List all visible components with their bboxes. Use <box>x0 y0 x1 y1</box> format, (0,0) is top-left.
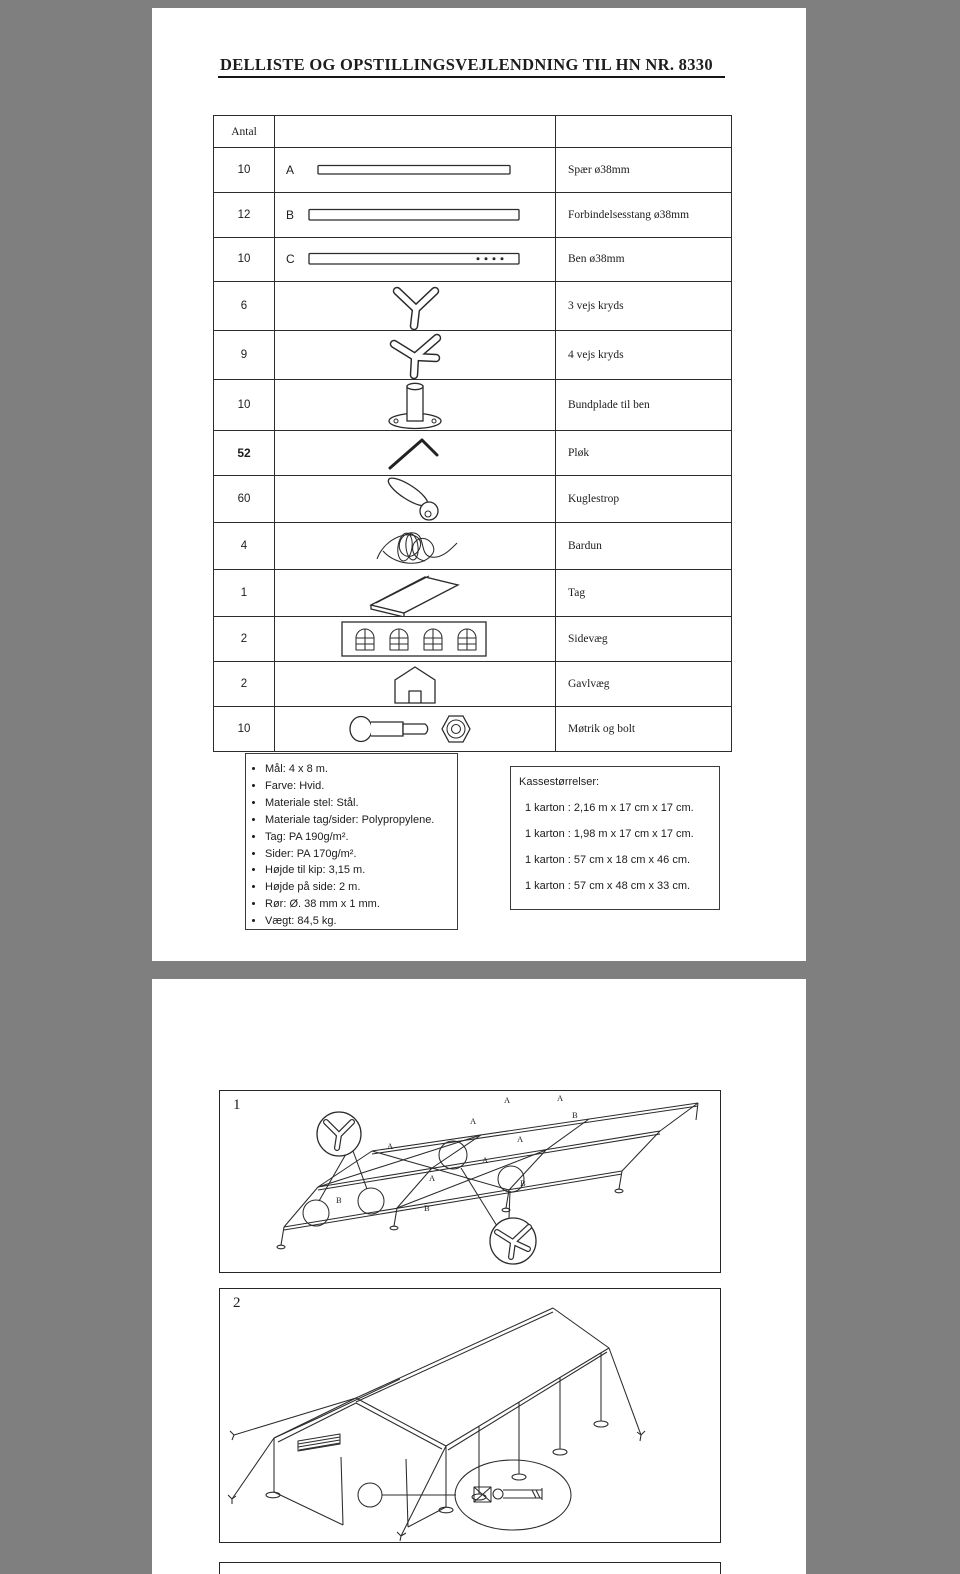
part-letter-label: B <box>336 1195 342 1205</box>
qty-header: Antal <box>214 116 275 148</box>
connector-bar-icon <box>308 208 522 222</box>
part-qty: 10 <box>214 706 275 751</box>
three-way-connector-icon <box>385 282 445 330</box>
part-name: Sidevæg <box>556 617 732 662</box>
table-row <box>214 192 732 237</box>
guy-rope-icon <box>369 523 461 569</box>
four-way-connector-callout <box>490 1218 536 1264</box>
part-letter-label: A <box>387 1141 394 1151</box>
spec-item: • Sider: PA 170g/m². <box>265 846 457 863</box>
part-name: 3 vejs kryds <box>556 282 732 331</box>
leg-bar-icon <box>308 252 522 266</box>
part-letter-label: A <box>482 1155 489 1165</box>
part-letter-label: A <box>504 1095 511 1105</box>
bolt-detail-callout <box>358 1460 571 1530</box>
part-letter: C <box>286 252 295 267</box>
gable-wall-icon <box>387 663 443 705</box>
part-letter-label: A <box>429 1173 436 1183</box>
part-letter-label: B <box>424 1203 430 1213</box>
part-letter-label: B <box>520 1178 526 1188</box>
four-way-connector-icon <box>385 331 445 379</box>
part-letter: B <box>286 207 295 222</box>
part-letter-label: B <box>572 1110 578 1120</box>
table-row <box>214 331 732 380</box>
spec-item: • Rør: Ø. 38 mm x 1 mm. <box>265 896 457 913</box>
document-page-2 <box>152 979 806 1574</box>
name-header <box>556 116 732 148</box>
figure-1-frame-assembly <box>219 1090 721 1273</box>
part-qty: 2 <box>214 661 275 706</box>
parts-table <box>213 115 732 752</box>
spec-item: • Materiale stel: Stål. <box>265 795 457 812</box>
frame-assembly-drawing <box>220 1091 720 1272</box>
part-qty: 1 <box>214 570 275 617</box>
part-name: Gavlvæg <box>556 661 732 706</box>
table-row <box>214 570 732 617</box>
ball-strap-icon <box>379 476 451 522</box>
table-header-row <box>214 116 732 148</box>
tent-assembly-drawing <box>220 1289 720 1542</box>
nut-and-bolt-icon <box>345 711 485 747</box>
box-size-item: 1 karton : 2,16 m x 17 cm x 17 cm. <box>525 802 694 814</box>
part-letter: A <box>286 162 295 177</box>
part-name: Kuglestrop <box>556 476 732 523</box>
spec-item: • Tag: PA 190g/m². <box>265 829 457 846</box>
document-page-1 <box>152 8 806 961</box>
table-row <box>214 148 732 193</box>
part-name: Ben ø38mm <box>556 237 732 282</box>
junction-marker-circle <box>358 1188 384 1214</box>
part-name: Spær ø38mm <box>556 148 732 193</box>
box-size-item: 1 karton : 57 cm x 18 cm x 46 cm. <box>525 854 691 866</box>
part-name: Pløk <box>556 431 732 476</box>
part-qty: 6 <box>214 282 275 331</box>
part-qty: 52 <box>214 431 275 476</box>
spec-item: • Materiale tag/sider: Polypropylene. <box>265 812 457 829</box>
spec-item: • Mål: 4 x 8 m. <box>265 761 457 778</box>
table-row <box>214 661 732 706</box>
part-qty: 60 <box>214 476 275 523</box>
part-name: Tag <box>556 570 732 617</box>
part-letter-label: A <box>517 1134 524 1144</box>
part-qty: 9 <box>214 331 275 380</box>
table-row <box>214 476 732 523</box>
box-size-item: 1 karton : 57 cm x 48 cm x 33 cm. <box>525 880 691 892</box>
part-name: Bardun <box>556 523 732 570</box>
box-sizes-title: Kassestørrelser: <box>519 776 600 788</box>
part-qty: 2 <box>214 617 275 662</box>
part-name: Møtrik og bolt <box>556 706 732 751</box>
rafter-bar-icon <box>317 164 513 176</box>
base-plate-icon <box>383 380 447 430</box>
side-wall-icon <box>340 619 490 659</box>
peg-icon <box>385 434 445 472</box>
image-header <box>275 116 556 148</box>
box-sizes-box <box>510 766 720 910</box>
part-qty: 10 <box>214 148 275 193</box>
spec-item: • Højde til kip: 3,15 m. <box>265 862 457 879</box>
figure-3-partial-box <box>219 1562 721 1574</box>
table-row <box>214 523 732 570</box>
table-row <box>214 617 732 662</box>
part-name: Bundplade til ben <box>556 380 732 431</box>
figure-2-label: 2 <box>233 1295 241 1311</box>
table-row <box>214 282 732 331</box>
table-row <box>214 237 732 282</box>
figure-1-label: 1 <box>233 1097 241 1113</box>
page-title: DELLISTE OG OPSTILLINGSVEJLENDNING TIL HN NR. 8330 <box>218 55 725 78</box>
part-qty: 12 <box>214 192 275 237</box>
part-qty: 10 <box>214 380 275 431</box>
spec-item: • Højde på side: 2 m. <box>265 879 457 896</box>
specifications-box <box>245 753 458 930</box>
figure-2-tent-assembly <box>219 1288 721 1543</box>
part-letter-label: A <box>470 1116 477 1126</box>
part-letter-label: A <box>557 1093 564 1103</box>
spec-item: • Vægt: 84,5 kg. <box>265 913 457 930</box>
spec-item: • Farve: Hvid. <box>265 778 457 795</box>
part-name: 4 vejs kryds <box>556 331 732 380</box>
specifications-list <box>246 761 457 930</box>
table-row <box>214 706 732 751</box>
roof-tarp-icon <box>363 570 467 616</box>
box-size-item: 1 karton : 1,98 m x 17 cm x 17 cm. <box>525 828 694 840</box>
part-qty: 10 <box>214 237 275 282</box>
part-qty: 4 <box>214 523 275 570</box>
detail-marker-circle <box>358 1483 382 1507</box>
table-row <box>214 431 732 476</box>
part-name: Forbindelsesstang ø38mm <box>556 192 732 237</box>
table-row <box>214 380 732 431</box>
three-way-connector-callout <box>317 1112 361 1156</box>
